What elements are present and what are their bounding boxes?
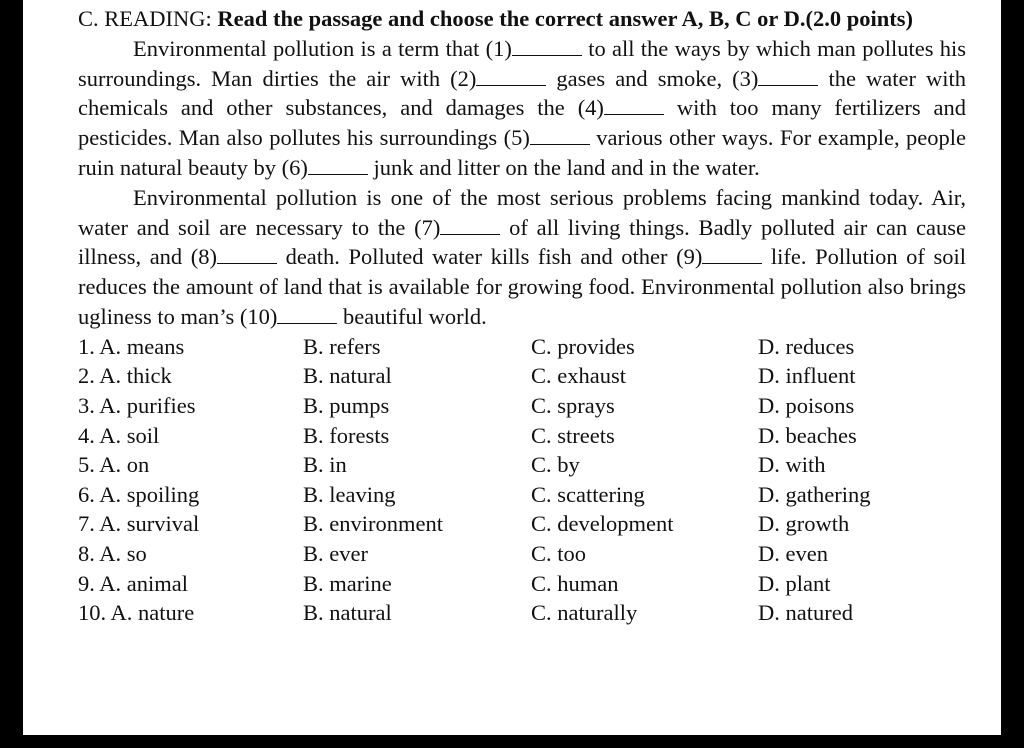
option-c: C. scattering	[531, 481, 645, 507]
question-row	[78, 450, 958, 480]
option-b: B. natural	[303, 600, 392, 626]
option-b: B. pumps	[303, 392, 390, 418]
option-d: D. growth	[758, 511, 850, 537]
option-d: D. even	[758, 540, 828, 566]
option-d: D. gathering	[758, 481, 871, 507]
option-d: D. reduces	[758, 333, 855, 359]
option-d: D. natured	[758, 600, 853, 626]
option-d: D. beaches	[758, 422, 857, 448]
question-row	[78, 332, 958, 362]
passage-text: gases and smoke, (3)	[546, 65, 759, 91]
passage-text: Environmental pollution is a term that (1)	[133, 35, 512, 61]
passage-paragraph-2	[78, 183, 966, 332]
option-c: C. development	[531, 511, 674, 537]
option-a: 9. A. animal	[78, 570, 188, 596]
answer-options-table	[78, 332, 958, 628]
option-c: C. streets	[531, 422, 615, 448]
option-d: D. influent	[758, 363, 856, 389]
option-c: C. too	[531, 540, 587, 566]
question-row	[78, 598, 958, 628]
passage-text: junk and litter on the land and in the water.	[367, 154, 760, 180]
section-instruction: Read the passage and choose the correct answer A, B, C or D.(2.0 points)	[217, 6, 913, 31]
option-a: 2. A. thick	[78, 363, 172, 389]
question-row	[78, 480, 958, 510]
option-b: B. leaving	[303, 481, 396, 507]
option-a: 3. A. purifies	[78, 392, 196, 418]
option-a: 4. A. soil	[78, 422, 160, 448]
passage-text: beautiful world.	[337, 303, 487, 329]
answer-blank-8	[217, 243, 277, 264]
reading-section	[78, 4, 966, 628]
option-b: B. natural	[303, 363, 392, 389]
question-row	[78, 421, 958, 451]
answer-blank-5	[530, 124, 590, 145]
option-c: C. human	[531, 570, 619, 596]
question-row	[78, 509, 958, 539]
question-row	[78, 391, 958, 421]
section-label: C. READING:	[78, 6, 218, 31]
option-b: B. forests	[303, 422, 390, 448]
answer-blank-3	[758, 65, 818, 86]
option-d: D. poisons	[758, 392, 855, 418]
option-b: B. marine	[303, 570, 392, 596]
passage-text: to all the ways by which man pollutes his surroundings. Man dirties the air with (2)	[78, 35, 966, 91]
option-c: C. exhaust	[531, 363, 626, 389]
passage-text: of all living things. Badly polluted air can cause illness, and (8)	[78, 214, 966, 270]
option-c: C. provides	[531, 333, 635, 359]
answer-blank-1	[512, 35, 582, 56]
passage-paragraph-1	[78, 34, 966, 183]
option-a: 7. A. survival	[78, 511, 200, 537]
answer-blank-10	[277, 303, 337, 324]
answer-blank-7	[440, 214, 500, 235]
option-a: 6. A. spoiling	[78, 481, 200, 507]
option-c: C. naturally	[531, 600, 638, 626]
answer-blank-4	[604, 94, 664, 115]
option-d: D. with	[758, 452, 826, 478]
answer-blank-9	[702, 243, 762, 264]
option-c: C. sprays	[531, 392, 615, 418]
option-d: D. plant	[758, 570, 831, 596]
passage-text: with too many fertilizers and pesticides. Man also pollutes his surroundings (5)	[78, 95, 966, 151]
document-page	[23, 0, 1001, 735]
section-heading	[78, 4, 966, 34]
option-a: 1. A. means	[78, 333, 185, 359]
option-b: B. refers	[303, 333, 381, 359]
answer-blank-2	[476, 65, 546, 86]
question-row	[78, 361, 958, 391]
question-row	[78, 539, 958, 569]
passage-text: Environmental pollution is one of the most serious problems facing mankind today. Air, water and soil are necessary to the (7)	[78, 184, 966, 240]
option-a: 5. A. on	[78, 452, 150, 478]
passage-text: death. Polluted water kills fish and other (9)	[277, 244, 703, 270]
answer-blank-6	[308, 154, 368, 175]
option-b: B. environment	[303, 511, 443, 537]
option-b: B. in	[303, 452, 347, 478]
question-row	[78, 569, 958, 599]
passage-text: the water with chemicals and other substances, and damages the (4)	[78, 65, 966, 121]
option-a: 8. A. so	[78, 540, 147, 566]
option-a: 10. A. nature	[78, 600, 195, 626]
passage-text: various other ways. For example, people ruin natural beauty by (6)	[78, 125, 967, 180]
passage-text: life. Pollution of soil reduces the amount of land that is available for growing food. Environmental pollution also brings ugliness to man’s (10)	[78, 244, 966, 329]
option-b: B. ever	[303, 540, 368, 566]
option-c: C. by	[531, 452, 580, 478]
